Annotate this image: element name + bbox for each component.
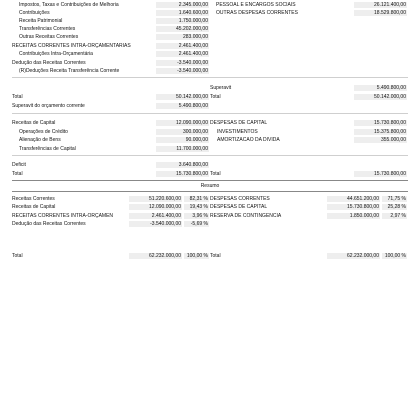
row-label: Outras Receitas Correntes	[19, 34, 79, 40]
row-value: 1.850.000,00	[349, 213, 379, 219]
superavit-label: Superavit	[210, 85, 232, 91]
superavit-orcamento-label: Superavit do orçamento corrente	[12, 103, 85, 109]
total-value: 50.142.000,00	[374, 94, 406, 100]
row-value: 90.000,00	[185, 137, 208, 143]
row-label: (R)Deduções Receita Transferência Corrente	[19, 68, 120, 74]
row-value: 12.090.000,00	[176, 120, 208, 126]
total-value: 62.232.000,00	[347, 253, 379, 259]
total-label: Total	[12, 94, 23, 100]
row-value: 1.750.000,00	[178, 18, 208, 24]
row-pct: 2,97 %	[390, 213, 406, 219]
row-label: Dedução das Receitas Correntes	[12, 221, 86, 227]
deficit-label: Deficit	[12, 162, 26, 168]
row-label: Receita Patrimonial	[19, 18, 63, 24]
row-label: Alienação de Bens	[19, 137, 61, 143]
row-label: PESSOAL E ENCARGOS SOCIAIS	[216, 2, 296, 8]
superavit-orcamento-value: 5.490.800,00	[178, 103, 208, 109]
row-value: 15.730.800,00	[347, 204, 379, 210]
section-divider	[12, 77, 408, 78]
row-label: Receitas de Capital	[12, 120, 56, 126]
row-value: -3.540.000,00	[177, 68, 208, 74]
row-label: INVESTIMENTOS	[217, 129, 258, 135]
row-label: Receitas Correntes	[12, 196, 55, 202]
total-pct: 100,00 %	[186, 253, 208, 259]
resumo-top-rule	[12, 180, 408, 181]
total-pct: 100,00 %	[384, 253, 406, 259]
row-label: DESPESAS DE CAPITAL	[210, 120, 268, 126]
total-value: 50.142.000,00	[176, 94, 208, 100]
row-pct: 19,43 %	[189, 204, 208, 210]
row-value: 1.640.600,00	[178, 10, 208, 16]
row-value: -3.540.000,00	[177, 60, 208, 66]
row-value: 15.375.800,00	[374, 129, 406, 135]
row-label: RESERVA DE CONTINGENCIA	[210, 213, 282, 219]
row-label: DESPESAS CORRENTES	[210, 196, 270, 202]
row-pct: 25,28 %	[387, 204, 406, 210]
row-value: 2.461.400,00	[178, 43, 208, 49]
row-pct: 3,96 %	[192, 213, 208, 219]
total-value: 15.730.800,00	[374, 171, 406, 177]
row-value: 12.090.000,00	[149, 204, 181, 210]
row-value: 2.461.400,00	[151, 213, 181, 219]
superavit-value: 5.490.800,00	[376, 85, 406, 91]
section-divider	[12, 113, 408, 114]
row-value: 51.220.600,00	[149, 196, 181, 202]
total-value: 62.232.000,00	[149, 253, 181, 259]
row-label: Contribuições	[19, 10, 50, 16]
row-label: Transferências Correntes	[19, 26, 76, 32]
row-value: 45.202.000,00	[176, 26, 208, 32]
row-label: RECEITAS CORRENTES INTRA-ORÇAMEN	[12, 213, 114, 219]
row-label: Receitas de Capital	[12, 204, 56, 210]
row-label: Transferências de Capital	[19, 146, 76, 152]
total-label: Total	[210, 253, 221, 259]
row-label: RECEITAS CORRENTES INTRA-ORÇAMENTARIAS	[12, 43, 131, 49]
total-value: 15.730.800,00	[176, 171, 208, 177]
row-label: Dedução das Receitas Correntes	[12, 60, 86, 66]
row-pct: 82,31 %	[189, 196, 208, 202]
total-label: Total	[12, 171, 23, 177]
row-value: 11.700.000,00	[176, 146, 208, 152]
resumo-bottom-rule	[12, 191, 408, 192]
row-value: 2.461.400,00	[178, 51, 208, 57]
total-label: Total	[210, 94, 221, 100]
row-value: -3.540.000,00	[150, 221, 181, 227]
row-label: Impostos, Taxas e Contribuições de Melhoria	[19, 2, 119, 8]
total-label: Total	[210, 171, 221, 177]
row-label: Contribuições Intra-Orçamentária	[19, 51, 93, 57]
row-value: 18.529.800,00	[374, 10, 406, 16]
row-label: OUTRAS DESPESAS CORRENTES	[216, 10, 298, 16]
row-value: 44.651.200,00	[347, 196, 379, 202]
total-label: Total	[12, 253, 23, 259]
row-label: Operações de Crédito	[19, 129, 68, 135]
row-label: AMORTIZACAO DA DIVIDA	[217, 137, 280, 143]
row-label: DESPESAS DE CAPITAL	[210, 204, 268, 210]
row-value: 300.000,00	[182, 129, 208, 135]
row-value: 283.000,00	[182, 34, 208, 40]
row-value: 15.730.800,00	[374, 120, 406, 126]
row-pct: 71,75 %	[387, 196, 406, 202]
section-divider	[12, 155, 408, 156]
row-pct: -5,69 %	[190, 221, 208, 227]
deficit-value: 3.640.800,00	[178, 162, 208, 168]
row-value: 26.121.400,00	[374, 2, 406, 8]
row-value: 2.345.000,00	[178, 2, 208, 8]
resumo-title: Resumo	[200, 183, 220, 189]
row-value: 355.000,00	[380, 137, 406, 143]
